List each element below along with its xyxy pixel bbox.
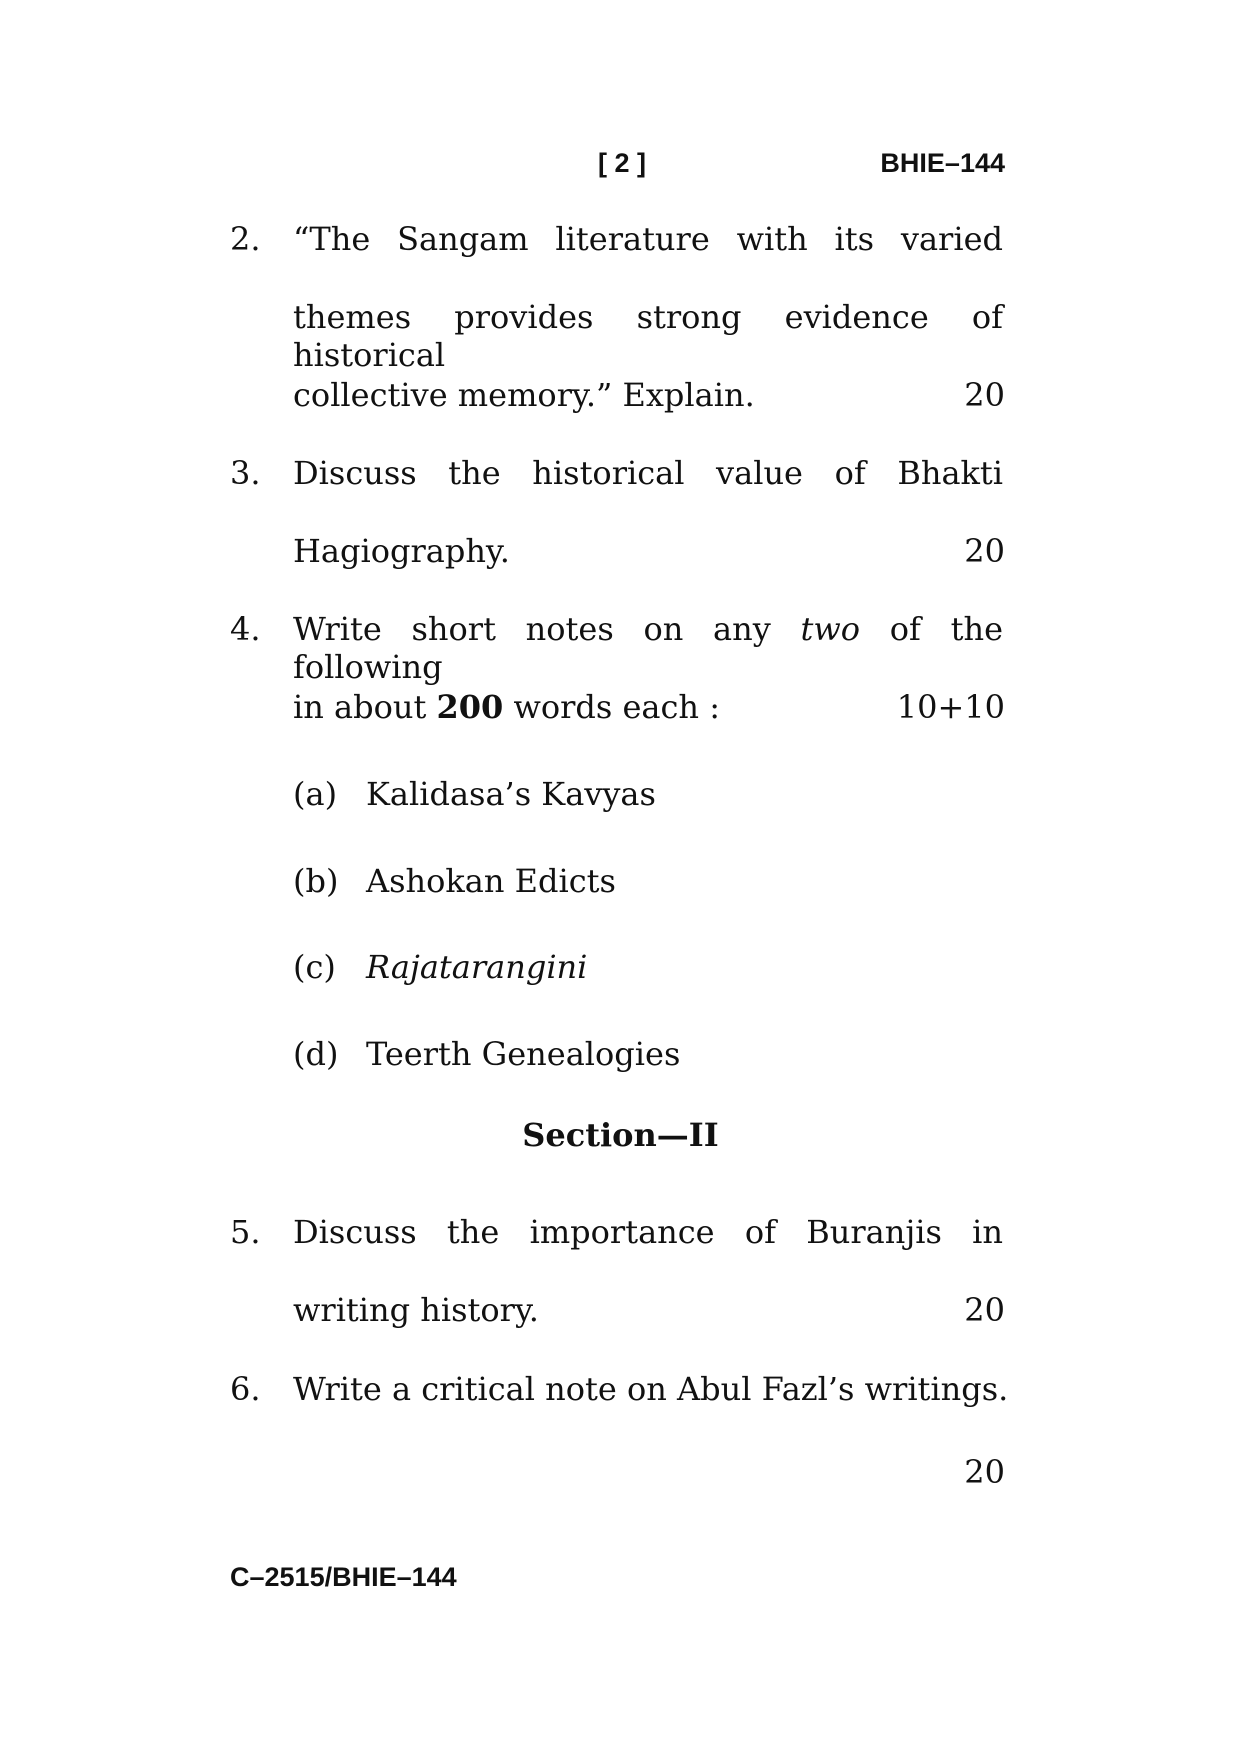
page-number: [ 2 ]: [598, 148, 647, 178]
footer-code: C–2515/BHIE–144: [230, 1562, 457, 1592]
bold-text: 200: [436, 688, 504, 726]
text-run: in about: [293, 688, 437, 726]
section-heading: [0, 1116, 1241, 1154]
question-number: 6.: [230, 1370, 261, 1408]
paper-code-header: BHIE–144: [880, 148, 1005, 178]
question-text-line: Write a critical note on Abul Fazl’s writings.: [293, 1370, 1009, 1408]
text-run: words each :: [503, 688, 720, 726]
question-text-line: themes provides strong evidence of historical: [293, 298, 1003, 374]
emphasis-text: two: [800, 610, 861, 648]
question-text-line: Discuss the historical value of Bhakti: [293, 454, 1003, 492]
question-number: 2.: [230, 220, 261, 258]
question-marks: 20: [964, 376, 1005, 414]
question-text-line: collective memory.” Explain.: [293, 376, 755, 414]
section-title: Section—II: [522, 1116, 719, 1154]
question-number: 3.: [230, 454, 261, 492]
question-number: 4.: [230, 610, 261, 648]
option-text: Ashokan Edicts: [366, 862, 616, 900]
question-text-line: [293, 688, 720, 726]
question-marks: 10+10: [896, 688, 1005, 726]
option-text: Rajatarangini: [366, 948, 588, 986]
question-marks: 20: [964, 1453, 1005, 1491]
option-label: (d): [293, 1035, 339, 1073]
question-text-line: [293, 610, 1003, 686]
option-label: (b): [293, 862, 339, 900]
option-text: Teerth Genealogies: [366, 1035, 681, 1073]
option-label: (c): [293, 948, 336, 986]
text-run: of the following: [293, 610, 1004, 686]
text-run: Write short notes on any: [293, 610, 801, 648]
question-number: 5.: [230, 1213, 261, 1251]
question-text-line: Discuss the importance of Buranjis in: [293, 1213, 1003, 1251]
option-label: (a): [293, 775, 338, 813]
question-marks: 20: [964, 1291, 1005, 1329]
question-text-line: writing history.: [293, 1291, 539, 1329]
option-text: Kalidasa’s Kavyas: [366, 775, 656, 813]
question-text-line: Hagiography.: [293, 532, 510, 570]
question-text-line: “The Sangam literature with its varied: [293, 220, 1003, 258]
question-marks: 20: [964, 532, 1005, 570]
